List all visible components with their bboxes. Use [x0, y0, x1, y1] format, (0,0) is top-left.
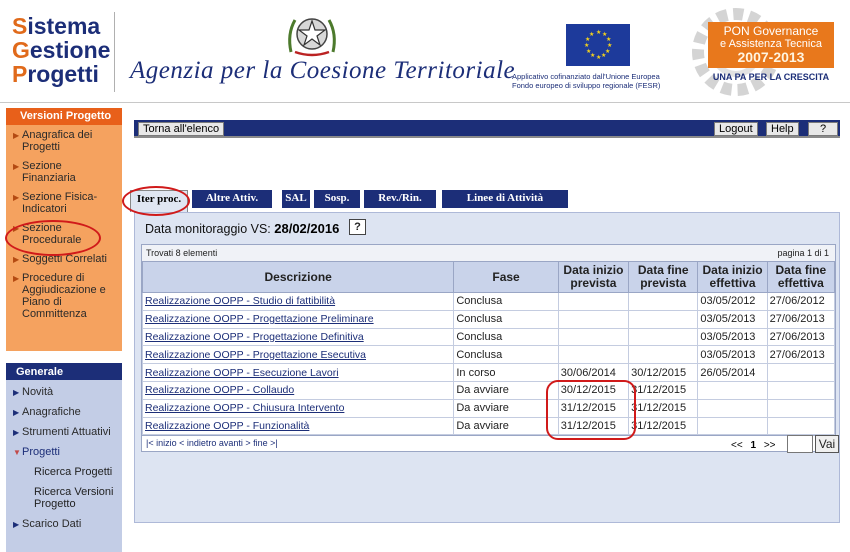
top-toolbar: [134, 120, 840, 138]
svg-text:★: ★: [607, 42, 613, 49]
pon-years: 2007-2013: [737, 49, 805, 65]
sidebar-generale-title: Generale: [6, 363, 122, 380]
tab-sal[interactable]: SAL: [282, 190, 310, 208]
row-fine-prevista: [629, 293, 698, 311]
arrow-right-icon: ▶: [13, 408, 20, 417]
sidebar: [0, 104, 128, 530]
row-description-link[interactable]: Realizzazione OOPP - Progettazione Esecutiva: [143, 346, 454, 364]
row-description-link[interactable]: Realizzazione OOPP - Funzionalità: [143, 417, 454, 435]
sidebar-item-label: Procedure di Aggiudicazione e Piano di Committenza: [22, 272, 106, 320]
row-fine-prevista: 31/12/2015: [629, 381, 698, 399]
row-inizio-prevista: 30/12/2015: [558, 381, 628, 399]
row-inizio-effettiva: 03/05/2013: [698, 346, 767, 364]
sidebar-item-fisica[interactable]: [6, 191, 122, 215]
monitoring-value: 28/02/2016: [274, 221, 340, 236]
results-count: Trovati 8 elementi: [146, 248, 218, 258]
row-inizio-prevista: [558, 293, 628, 311]
arrow-right-icon: ▶: [13, 388, 20, 397]
table-row: [143, 346, 835, 364]
tab-iter-proc[interactable]: Iter proc.: [130, 190, 188, 212]
monitoring-help-button[interactable]: ?: [349, 219, 366, 235]
arrow-right-icon: ▶: [13, 193, 20, 202]
pager-current[interactable]: 1: [750, 440, 757, 451]
row-fine-prevista: [629, 328, 698, 346]
col-inizio-effettiva[interactable]: Data inizio effettiva: [698, 262, 767, 293]
sidebar-subitem-ricerca-versioni[interactable]: Ricerca Versioni Progetto: [34, 486, 114, 510]
row-inizio-effettiva: 03/05/2013: [698, 328, 767, 346]
svg-text:★: ★: [602, 31, 608, 38]
row-description-link[interactable]: Realizzazione OOPP - Progettazione Preliminare: [143, 310, 454, 328]
go-button[interactable]: Vai: [815, 435, 839, 453]
row-description-link[interactable]: Realizzazione OOPP - Studio di fattibilità: [143, 293, 454, 311]
table-row: [143, 399, 835, 417]
help-button[interactable]: Help: [766, 122, 799, 136]
col-fase[interactable]: Fase: [454, 262, 558, 293]
pager-next[interactable]: >>: [763, 440, 776, 451]
arrow-right-icon: ▶: [13, 224, 20, 233]
row-description-link[interactable]: Realizzazione OOPP - Collaudo: [143, 381, 454, 399]
iter-table: [142, 261, 835, 435]
back-to-list-button[interactable]: Torna all'elenco: [138, 122, 224, 136]
row-inizio-prevista: [558, 328, 628, 346]
sidebar-item-procedure[interactable]: [6, 272, 122, 320]
row-inizio-prevista: [558, 310, 628, 328]
row-fine-prevista: 31/12/2015: [629, 417, 698, 435]
row-fine-prevista: [629, 346, 698, 364]
italian-emblem-icon: [285, 12, 339, 58]
sgp-logo: Sistema Gestione Progetti: [12, 13, 111, 87]
pon-logo: [708, 22, 834, 68]
row-inizio-effettiva: 26/05/2014: [698, 364, 767, 382]
main-content: [130, 104, 850, 523]
iter-grid: [141, 244, 836, 452]
sidebar-generale-menu: [6, 380, 122, 552]
row-fase: Conclusa: [454, 328, 558, 346]
table-row: [143, 293, 835, 311]
results-bar: [142, 245, 835, 261]
row-fase: Da avviare: [454, 399, 558, 417]
row-fine-prevista: [629, 310, 698, 328]
arrow-right-icon: ▶: [13, 162, 20, 171]
svg-text:★: ★: [596, 29, 602, 36]
sidebar-item-label: Sezione Fisica-Indicatori: [22, 191, 98, 215]
row-inizio-prevista: [558, 346, 628, 364]
arrow-right-icon: ▶: [13, 520, 20, 529]
row-fine-effettiva: [767, 399, 834, 417]
sidebar-item-progetti[interactable]: [6, 446, 122, 458]
sidebar-item-label: Progetti: [22, 446, 60, 458]
logout-button[interactable]: Logout: [714, 122, 758, 136]
col-inizio-prevista[interactable]: Data inizio prevista: [558, 262, 628, 293]
tab-bar: [130, 190, 850, 212]
eu-text-line-2: Fondo europeo di sviluppo regionale (FESR): [512, 81, 661, 90]
row-fase: Conclusa: [454, 293, 558, 311]
row-fase: Conclusa: [454, 346, 558, 364]
sidebar-item-label: Soggetti Correlati: [22, 253, 107, 265]
grid-navigation[interactable]: |< inizio < indietro avanti > fine >|: [142, 435, 835, 451]
svg-text:★: ★: [589, 31, 595, 38]
sidebar-item-label: Sezione Finanziaria: [22, 160, 76, 184]
sidebar-subitem-ricerca-progetti[interactable]: Ricerca Progetti: [34, 466, 113, 478]
sidebar-item-finanziaria[interactable]: [6, 160, 122, 184]
page-info: pagina 1 di 1: [777, 248, 829, 258]
monitoring-date: [145, 221, 339, 236]
sidebar-item-anagrafiche[interactable]: [6, 406, 122, 418]
row-fine-prevista: 31/12/2015: [629, 399, 698, 417]
row-fase: Da avviare: [454, 381, 558, 399]
row-fase: In corso: [454, 364, 558, 382]
row-fine-effettiva: 27/06/2013: [767, 346, 834, 364]
monitoring-label: Data monitoraggio VS:: [145, 222, 271, 236]
svg-text:★: ★: [584, 42, 590, 49]
table-header-row: [143, 262, 835, 293]
pon-line-1: PON Governance: [723, 24, 819, 38]
page-number-input[interactable]: [787, 435, 813, 453]
sidebar-item-label: Scarico Dati: [22, 518, 82, 530]
row-inizio-prevista: 31/12/2015: [558, 417, 628, 435]
question-button[interactable]: ?: [808, 122, 838, 136]
row-fine-effettiva: [767, 364, 834, 382]
arrow-right-icon: ▶: [13, 255, 20, 264]
row-fine-effettiva: 27/06/2012: [767, 293, 834, 311]
tab-linee-attivita[interactable]: Linee di Attività: [442, 190, 568, 208]
col-fine-prevista[interactable]: Data fine prevista: [629, 262, 698, 293]
col-fine-effettiva[interactable]: Data fine effettiva: [767, 262, 834, 293]
arrow-down-icon: ▼: [13, 448, 21, 457]
arrow-right-icon: ▶: [13, 131, 20, 140]
pager: [731, 440, 776, 451]
svg-text:★: ★: [590, 52, 596, 59]
annotation-circle-tab: [122, 186, 190, 216]
sidebar-item-novita[interactable]: [6, 386, 122, 398]
tab-sosp[interactable]: Sosp.: [314, 190, 360, 208]
row-fine-effettiva: 27/06/2013: [767, 328, 834, 346]
row-inizio-effettiva: [698, 417, 767, 435]
tab-altre-attiv[interactable]: Altre Attiv.: [192, 190, 272, 208]
eu-cofinancing-text: [512, 72, 660, 90]
row-fine-prevista: 30/12/2015: [629, 364, 698, 382]
annotation-circle-dates: [546, 380, 636, 440]
eu-text-line-1: Applicativo cofinanziato dall'Unione Europea: [512, 72, 660, 81]
table-row: [143, 310, 835, 328]
svg-text:★: ★: [585, 36, 591, 43]
row-inizio-prevista: 30/06/2014: [558, 364, 628, 382]
sidebar-item-label: Novità: [22, 386, 54, 398]
sidebar-item-label: Strumenti Attuativi: [22, 426, 111, 438]
row-description-link[interactable]: Realizzazione OOPP - Progettazione Definitiva: [143, 328, 454, 346]
table-row: [143, 381, 835, 399]
agency-title: Agenzia per la Coesione Territoriale: [130, 57, 516, 84]
logo-divider: [114, 12, 115, 92]
iter-panel: [134, 212, 840, 523]
pon-subtitle: UNA PA PER LA CRESCITA: [712, 72, 830, 82]
row-fine-effettiva: [767, 417, 834, 435]
tab-rev-rin[interactable]: Rev./Rin.: [364, 190, 436, 208]
row-fine-effettiva: 27/06/2013: [767, 310, 834, 328]
svg-text:★: ★: [606, 36, 612, 43]
svg-text:★: ★: [586, 48, 592, 55]
sidebar-item-strumenti[interactable]: [6, 426, 122, 438]
pon-line-2: e Assistenza Tecnica: [720, 38, 822, 50]
annotation-circle-sidebar: [5, 220, 101, 256]
row-fase: Conclusa: [454, 310, 558, 328]
arrow-right-icon: ▶: [13, 274, 20, 283]
row-fase: Da avviare: [454, 417, 558, 435]
arrow-right-icon: ▶: [13, 428, 20, 437]
header: [0, 0, 850, 103]
eu-flag-icon: [566, 24, 630, 66]
row-fine-effettiva: [767, 381, 834, 399]
row-inizio-effettiva: [698, 381, 767, 399]
table-row: [143, 328, 835, 346]
svg-text:★: ★: [601, 52, 607, 59]
col-descrizione[interactable]: Descrizione: [143, 262, 454, 293]
sidebar-item-anagrafica[interactable]: [6, 129, 122, 153]
table-row: [143, 364, 835, 382]
sidebar-item-scarico[interactable]: [6, 518, 122, 530]
row-inizio-prevista: 31/12/2015: [558, 399, 628, 417]
row-inizio-effettiva: 03/05/2012: [698, 293, 767, 311]
svg-text:★: ★: [596, 54, 602, 61]
svg-text:★: ★: [605, 48, 611, 55]
sidebar-item-label: Sezione Procedurale: [22, 222, 82, 246]
sidebar-versioni-title: Versioni Progetto: [6, 108, 122, 125]
row-description-link[interactable]: Realizzazione OOPP - Chiusura Intervento: [143, 399, 454, 417]
row-description-link[interactable]: Realizzazione OOPP - Esecuzione Lavori: [143, 364, 454, 382]
table-row: [143, 417, 835, 435]
pager-prev[interactable]: <<: [731, 440, 743, 451]
row-inizio-effettiva: [698, 399, 767, 417]
sidebar-item-label: Anagrafica dei Progetti: [22, 129, 93, 153]
sidebar-item-label: Anagrafiche: [22, 406, 81, 418]
row-inizio-effettiva: 03/05/2013: [698, 310, 767, 328]
